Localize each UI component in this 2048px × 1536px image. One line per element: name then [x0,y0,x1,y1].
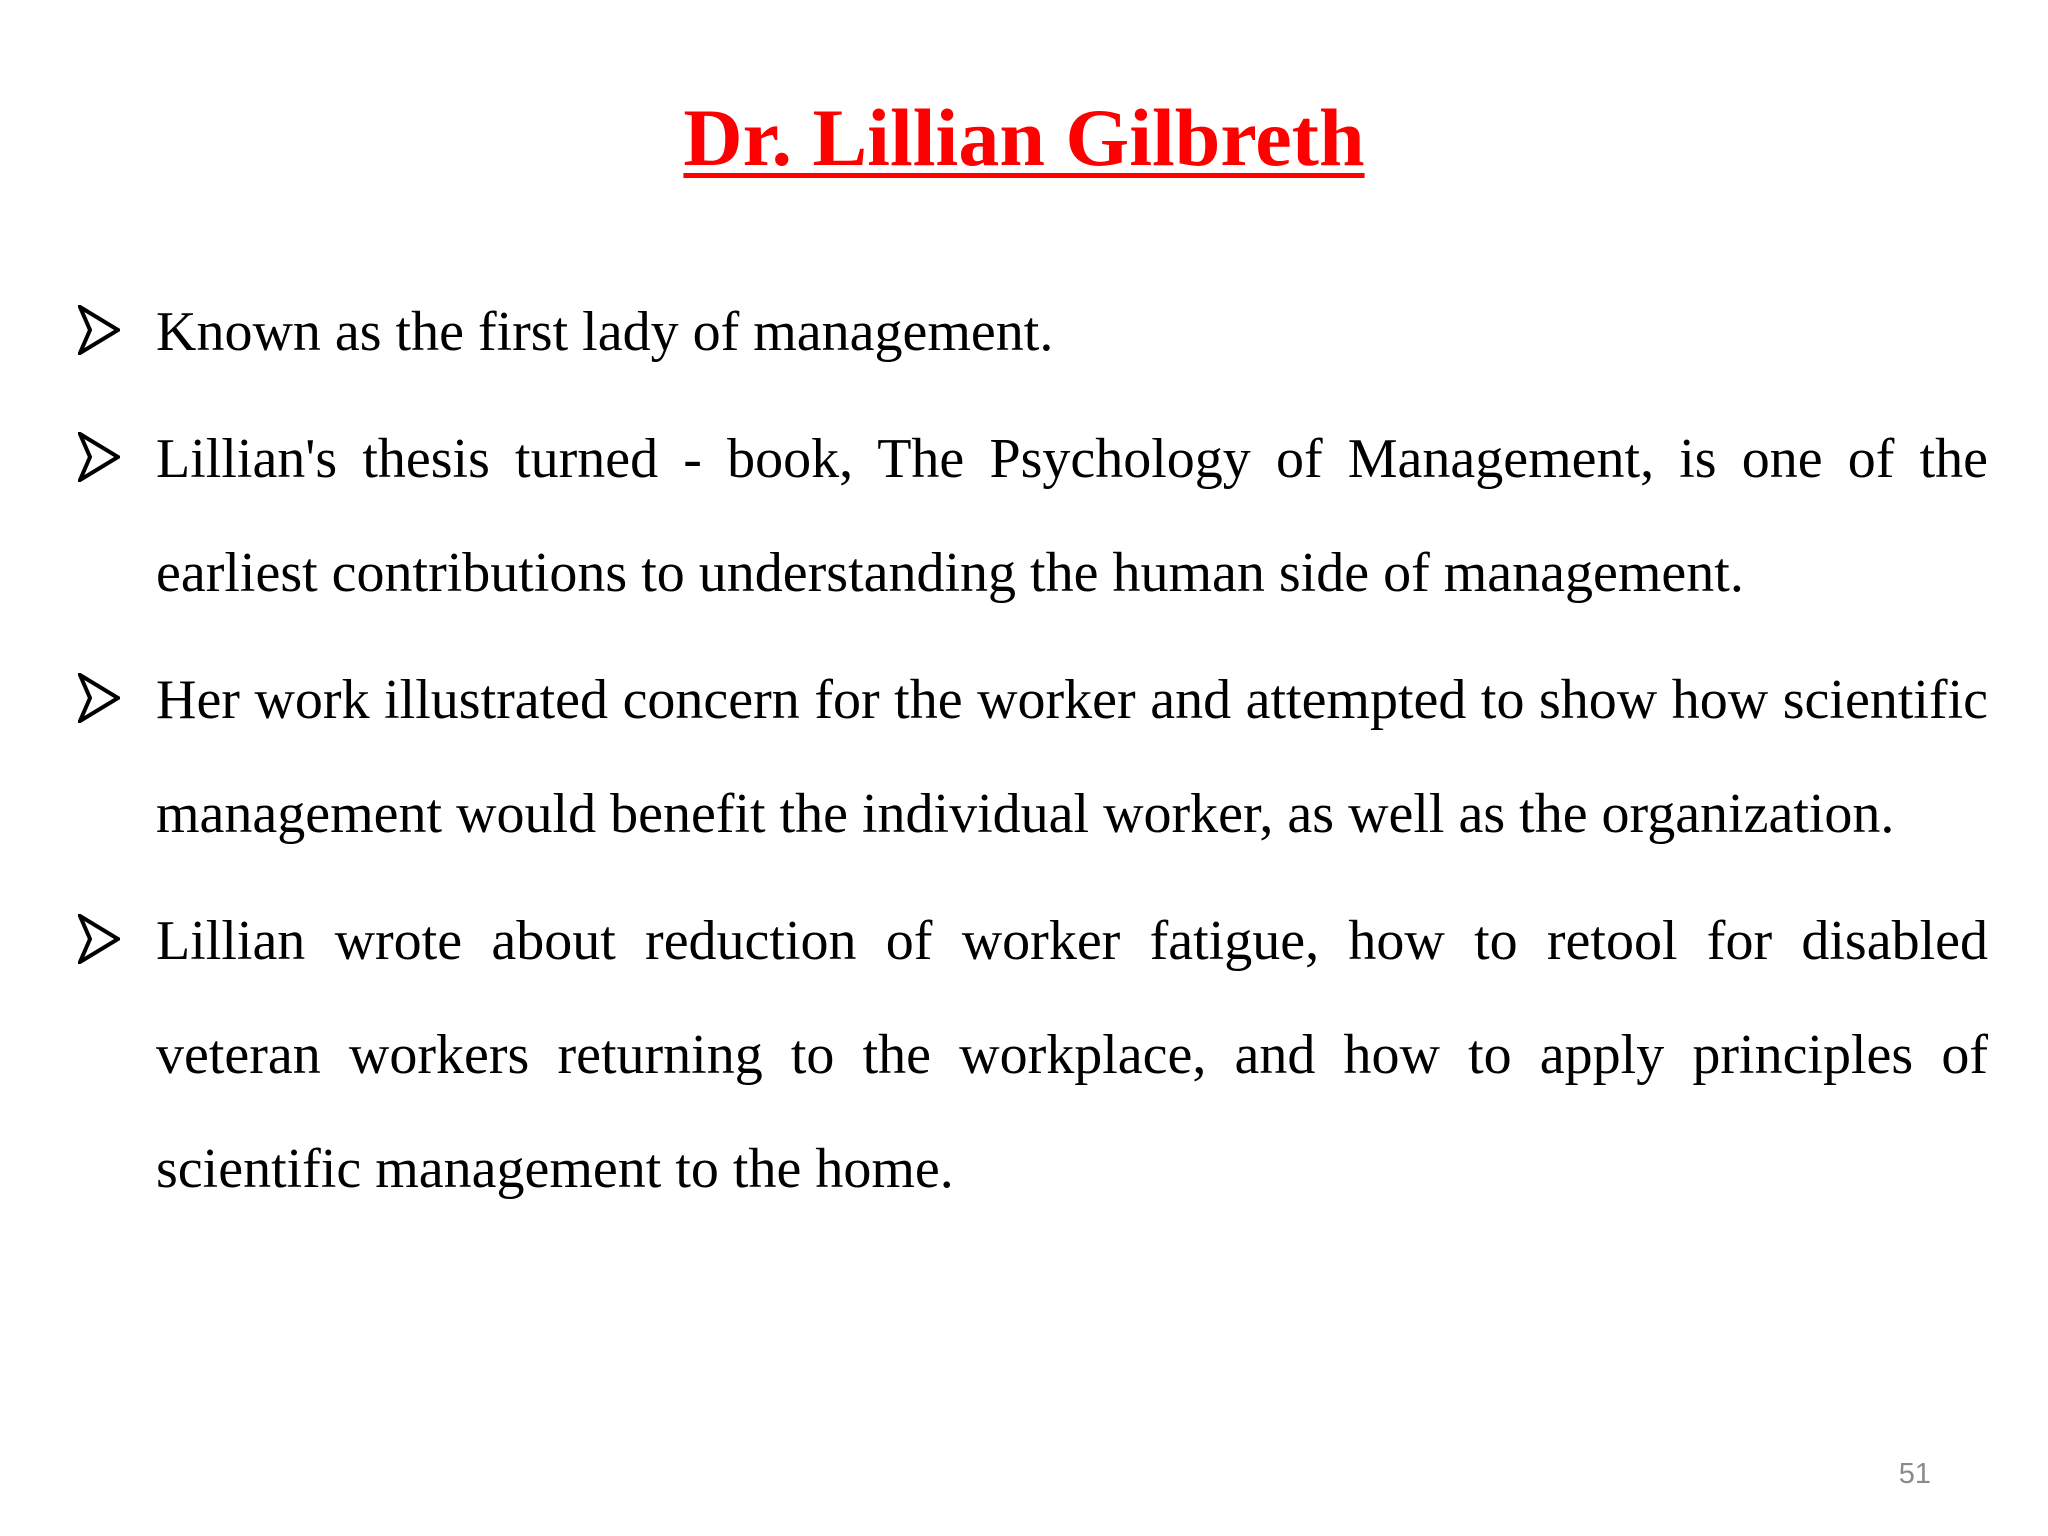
bullet-item [78,275,1988,389]
page-number: 51 [1898,1458,1931,1490]
slide-title: Dr. Lillian Gilbreth [683,92,1365,183]
arrow-bullet-icon [78,305,120,355]
bullet-list [78,275,1988,1226]
bullet-item [78,402,1988,630]
bullet-text: Known as the first lady of management. [156,301,1054,363]
bullet-text: Her work illustrated concern for the worker and attempted to show how scientific management would benefit the individual worker, as well as the organization. [156,669,1988,845]
arrow-bullet-icon [78,673,120,723]
bullet-text: Lillian wrote about reduction of worker fatigue, how to retool for disabled veteran workers returning to the workplace, and how to apply principles of scientific management to the home. [156,910,1988,1200]
bullet-item [78,643,1988,871]
arrow-bullet-icon [78,914,120,964]
bullet-item [78,884,1988,1226]
arrow-bullet-icon [78,432,120,482]
bullet-text: Lillian's thesis turned - book, The Psychology of Management, is one of the earliest contributions to understanding the human side of management. [156,428,1988,604]
